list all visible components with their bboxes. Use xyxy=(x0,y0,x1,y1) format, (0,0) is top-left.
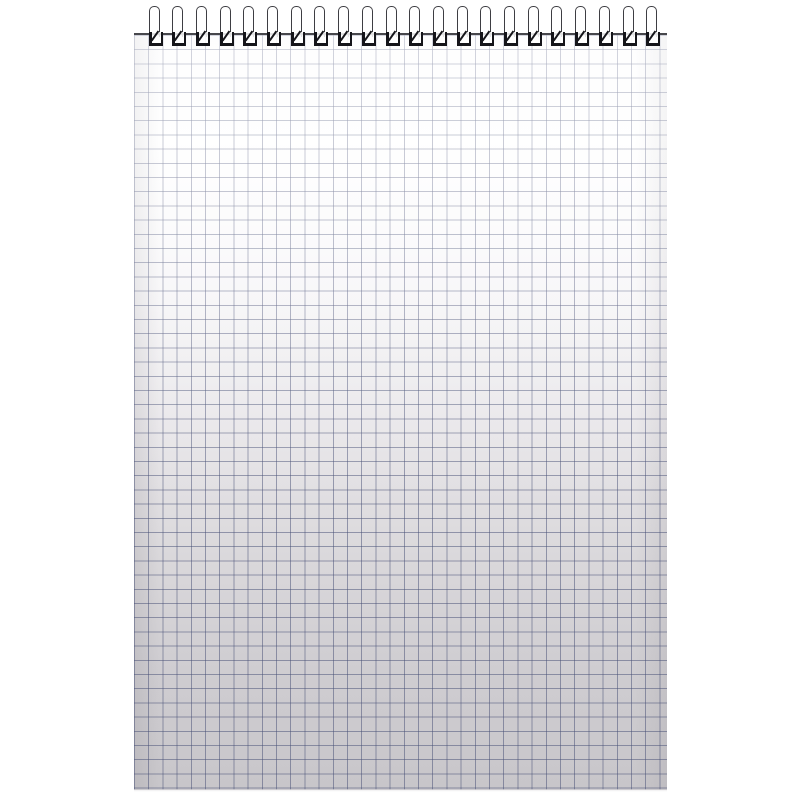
binding-loop xyxy=(338,6,350,46)
wire-foot xyxy=(362,32,376,46)
wire-foot xyxy=(528,32,542,46)
wire-foot xyxy=(599,32,613,46)
wire-foot xyxy=(196,32,210,46)
binding-loop xyxy=(409,6,421,46)
wire-foot xyxy=(409,32,423,46)
wire-foot xyxy=(172,32,186,46)
binding-loop xyxy=(385,6,397,46)
wire-foot xyxy=(386,32,400,46)
binding-loop xyxy=(172,6,184,46)
binding-loop xyxy=(527,6,539,46)
binding-loop xyxy=(575,6,587,46)
wire-foot xyxy=(480,32,494,46)
binding-loop xyxy=(361,6,373,46)
wire-foot xyxy=(623,32,637,46)
wire-foot xyxy=(314,32,328,46)
wire-foot xyxy=(220,32,234,46)
binding-loop xyxy=(195,6,207,46)
binding-loop xyxy=(432,6,444,46)
binding-loop xyxy=(622,6,634,46)
binding-loop xyxy=(267,6,279,46)
binding-loop xyxy=(219,6,231,46)
wire-foot xyxy=(575,32,589,46)
binding-loop xyxy=(456,6,468,46)
binding-loop xyxy=(551,6,563,46)
wire-foot xyxy=(646,32,660,46)
wire-foot xyxy=(267,32,281,46)
wire-foot xyxy=(457,32,471,46)
binding-loop xyxy=(598,6,610,46)
binding-loop xyxy=(148,6,160,46)
spiral-binding xyxy=(0,0,800,60)
binding-loop xyxy=(504,6,516,46)
binding-loop xyxy=(243,6,255,46)
binding-loop xyxy=(480,6,492,46)
squared-paper-sheet xyxy=(134,33,667,790)
wire-foot xyxy=(504,32,518,46)
binding-loop xyxy=(646,6,658,46)
paper-bottom-edge xyxy=(134,789,667,792)
notepad xyxy=(134,33,667,790)
wire-foot xyxy=(291,32,305,46)
wire-foot xyxy=(149,32,163,46)
wire-foot xyxy=(551,32,565,46)
wire-foot xyxy=(433,32,447,46)
binding-loop xyxy=(290,6,302,46)
wire-foot xyxy=(338,32,352,46)
binding-loop xyxy=(314,6,326,46)
wire-foot xyxy=(243,32,257,46)
